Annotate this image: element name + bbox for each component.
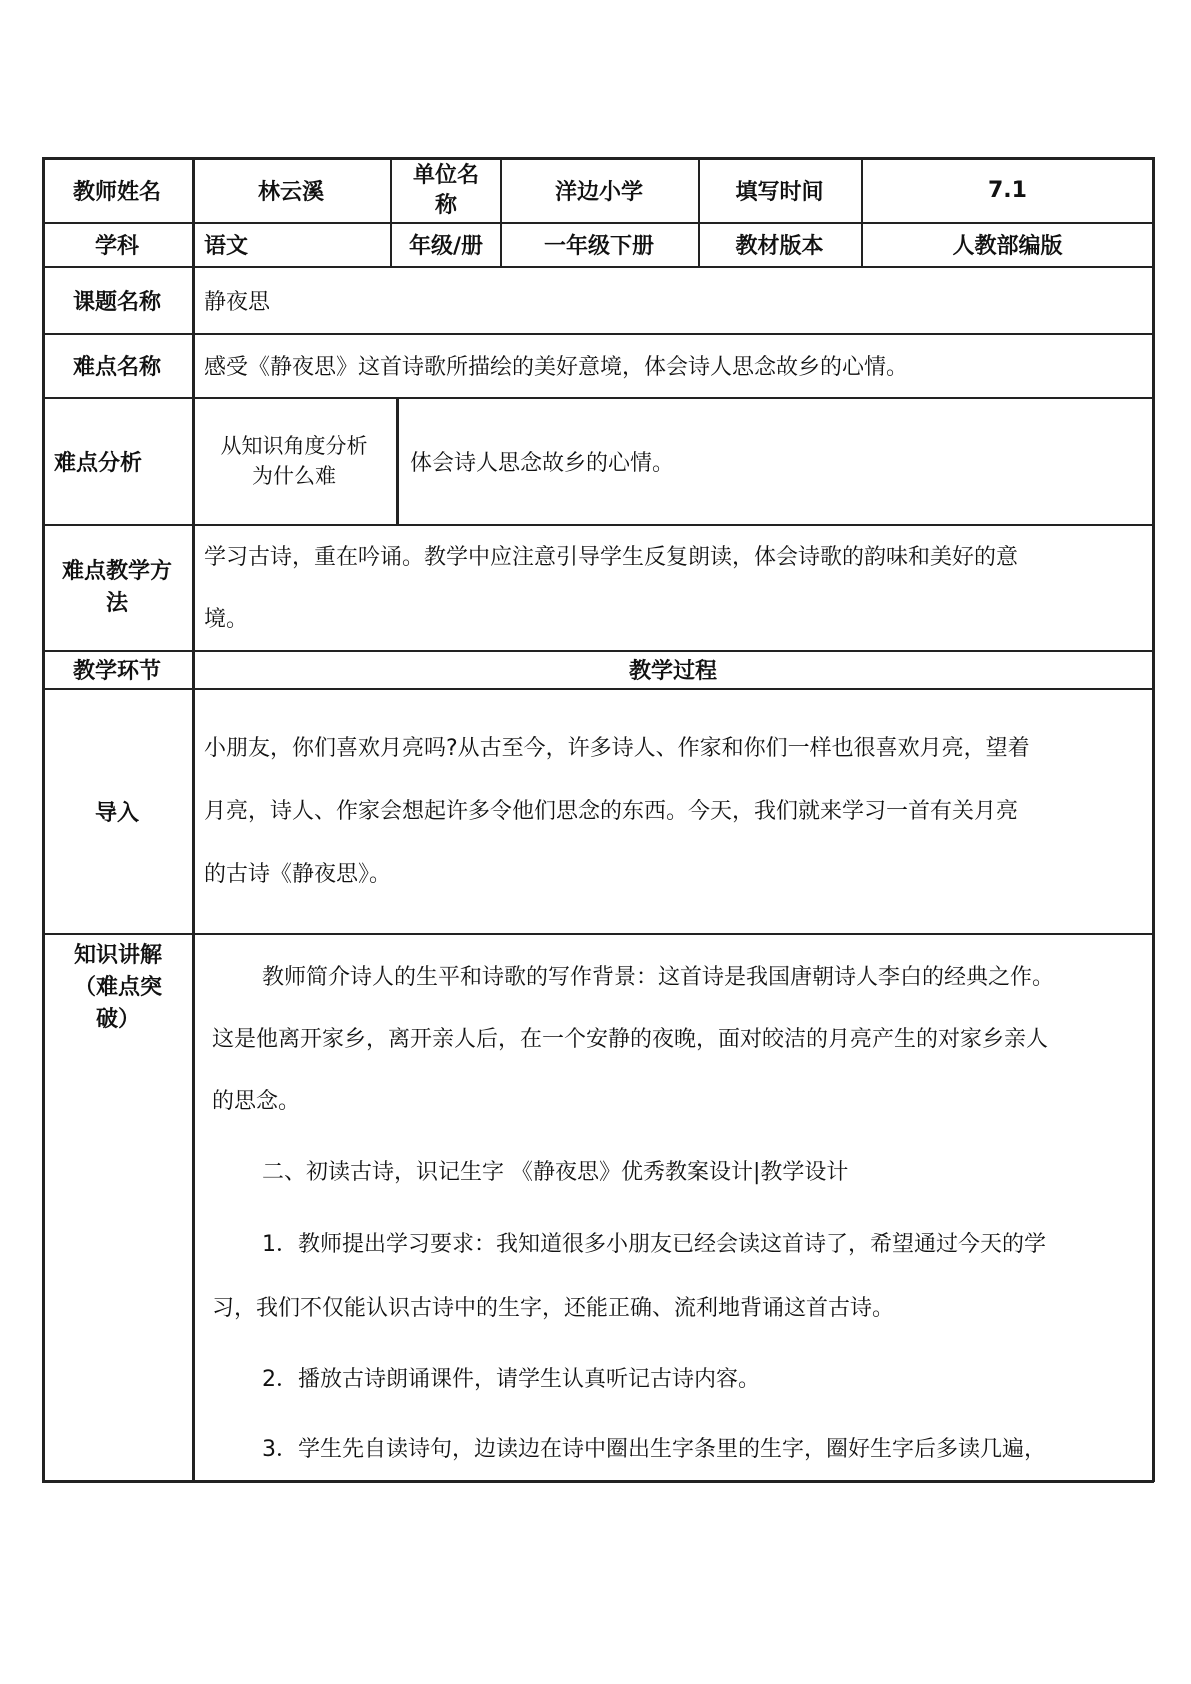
teacher-label: 教师姓名 [72,180,161,205]
knowledge-p1-line2: 这是他离开家乡，离开亲人后，在一个安静的夜晚，面对皎洁的月亮产生的对家乡亲人 [212,1027,1049,1052]
method-label [42,525,192,650]
grade-label: 年级/册 [408,234,484,259]
difficulty-row [42,334,1154,397]
method-line1: 学习古诗，重在吟诵。教学中应注意引导学生反复朗读，体会诗歌的韵味和美好的意 [204,545,1019,570]
method-label-line1: 难点教学方 [61,558,172,584]
teacher-value: 林云溪 [257,180,324,205]
process-label: 教学过程 [628,659,717,684]
analysis-label: 难点分析 [54,450,143,476]
knowledge-label [44,940,192,1036]
intro-label: 导入 [94,800,139,826]
difficulty-label: 难点名称 [72,355,161,380]
edition-value: 人教部编版 [952,234,1063,259]
knowledge-p5: 3．学生先自读诗句，边读边在诗中圈出生字条里的生字，圈好生字后多读几遍， [262,1437,1046,1462]
method-label-line2: 法 [105,590,128,616]
header-row-1 [42,159,1154,222]
header-row-2 [42,223,1154,266]
date-label: 填写时间 [735,180,824,205]
intro-line1: 小朋友，你们喜欢月亮吗?从古至今，许多诗人、作家和你们一样也很喜欢月亮，望着 [204,736,1030,761]
subject-label: 学科 [94,234,139,259]
subject-value: 语文 [204,234,249,259]
difficulty-value: 感受《静夜思》这首诗歌所描绘的美好意境，体会诗人思念故乡的心情。 [204,355,909,380]
knowledge-p3-line2: 习，我们不仅能认识古诗中的生字，还能正确、流利地背诵这首古诗。 [212,1296,895,1321]
topic-row [42,267,1154,333]
method-line2: 境。 [204,607,249,632]
knowledge-p4: 2．播放古诗朗诵课件，请学生认真听记古诗内容。 [262,1367,760,1392]
analysis-sub-label-line1: 从知识角度分析 [220,434,368,458]
grade-value: 一年级下册 [543,234,654,259]
analysis-sub-label [192,398,396,524]
analysis-sub-label-line2: 为什么难 [252,464,336,488]
edition-label: 教材版本 [735,234,824,259]
unit-label: 单位名称 [412,162,479,218]
knowledge-label-line3: 破） [95,1007,140,1032]
knowledge-p2: 二、初读古诗，识记生字 《静夜思》优秀教案设计|教学设计 [262,1160,849,1185]
unit-value: 洋边小学 [554,180,643,205]
knowledge-label-line2: （难点突 [73,975,162,1000]
process-header-row [42,651,1154,688]
knowledge-p1-line1: 教师简介诗人的生平和诗歌的写作背景：这首诗是我国唐朝诗人李白的经典之作。 [262,965,1055,990]
topic-value: 静夜思 [204,289,271,315]
intro-line2: 月亮，诗人、作家会想起许多令他们思念的东西。今天，我们就来学习一首有关月亮 [204,799,1019,824]
intro-line3: 的古诗《静夜思》。 [204,862,392,887]
analysis-row [42,398,1154,524]
knowledge-p3-line1: 1．教师提出学习要求：我知道很多小朋友已经会读这首诗了，希望通过今天的学 [262,1232,1046,1257]
date-value: 7.1 [988,178,1027,203]
topic-label: 课题名称 [72,289,161,315]
knowledge-p1-line3: 的思念。 [212,1089,301,1114]
analysis-value: 体会诗人思念故乡的心情。 [410,450,675,476]
stage-label: 教学环节 [72,659,161,684]
knowledge-label-line1: 知识讲解 [73,943,162,968]
table-bottom-border [42,1480,1154,1483]
row-divider [42,933,1154,935]
